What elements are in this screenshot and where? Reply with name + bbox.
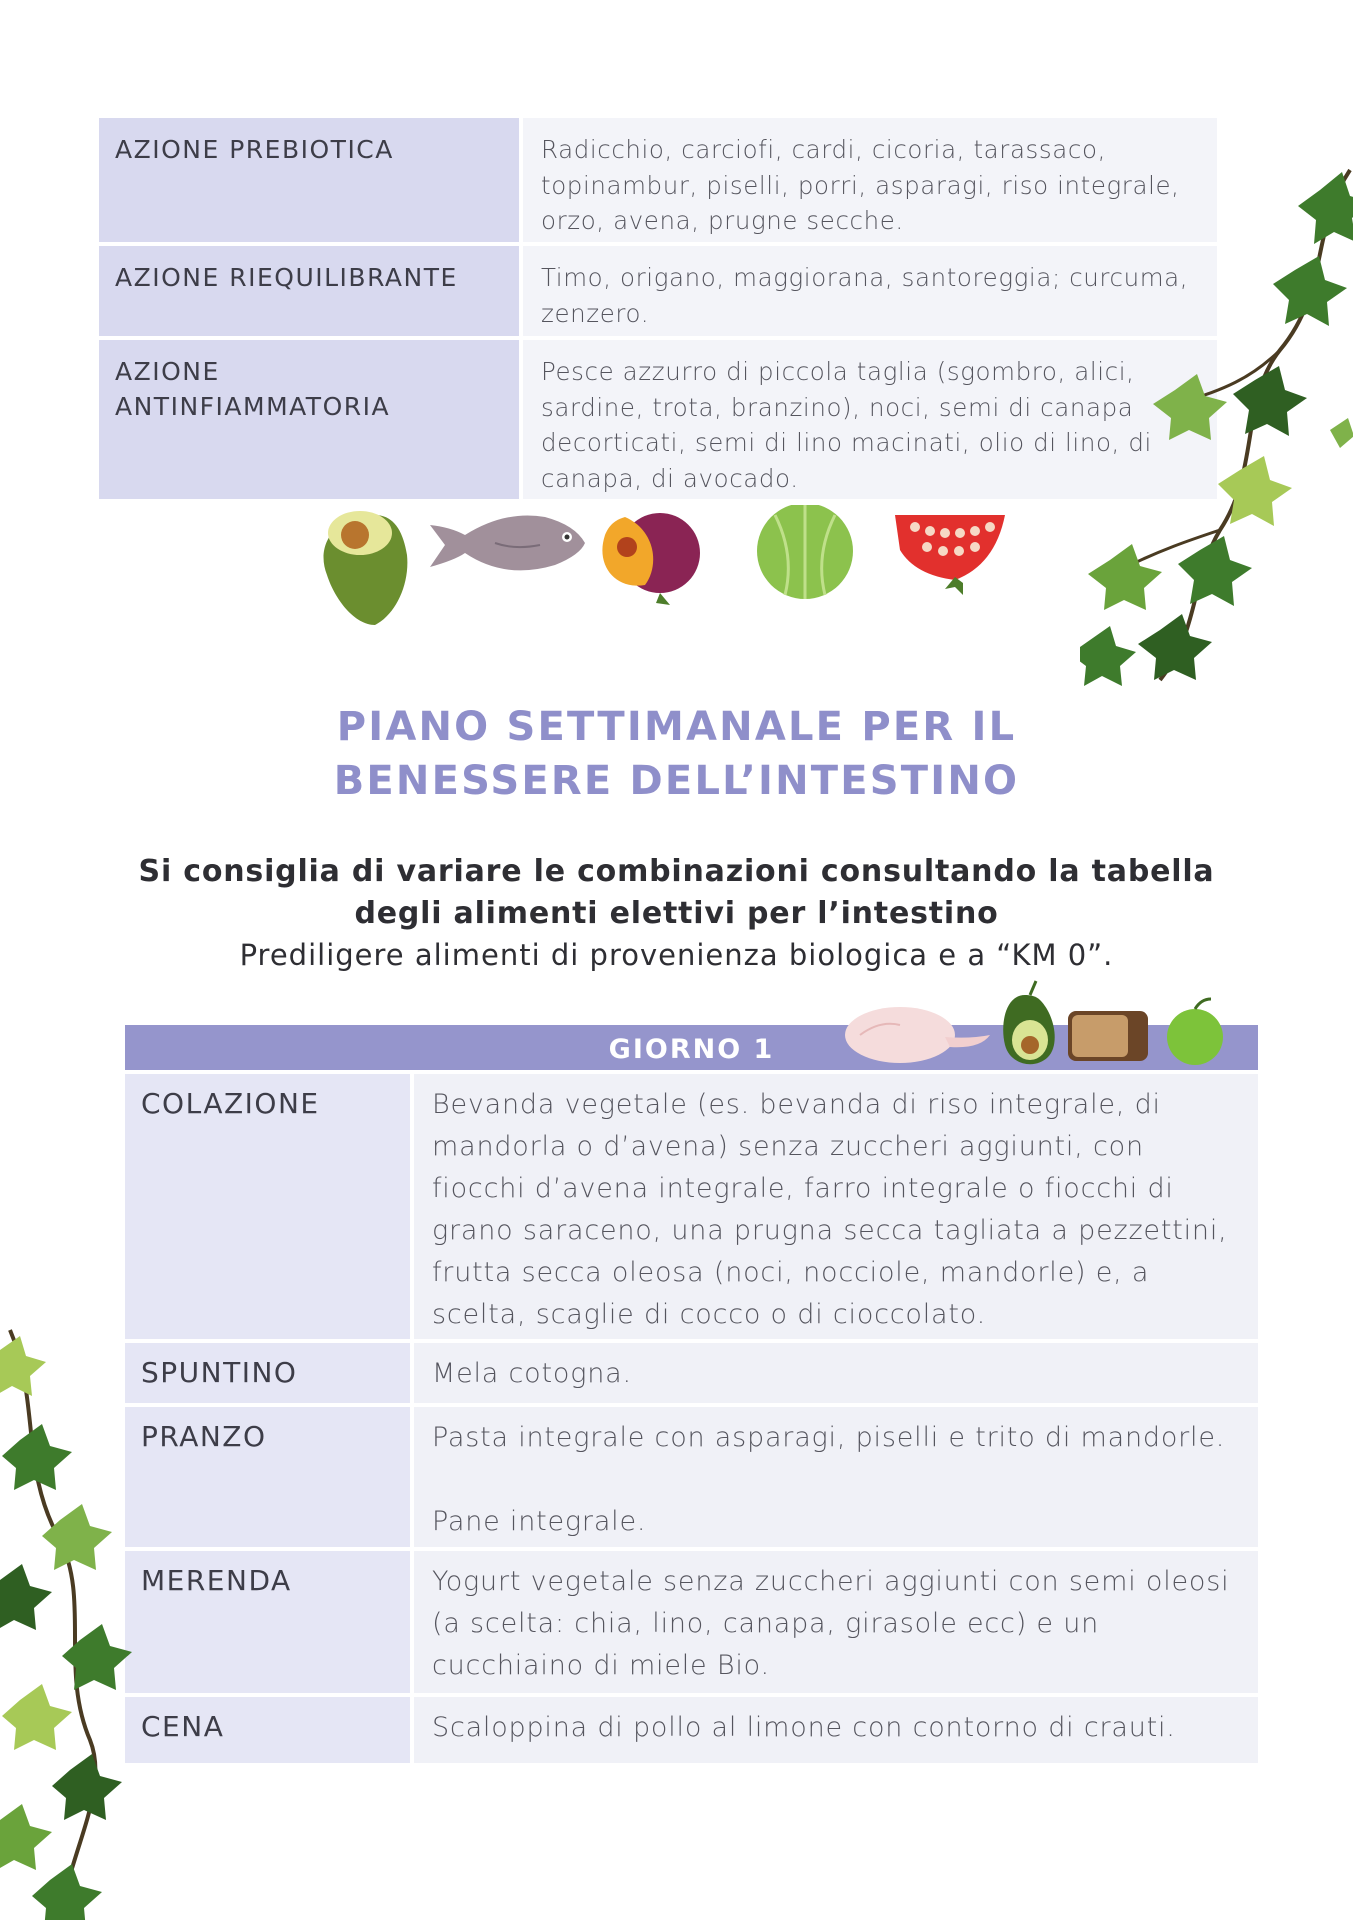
- row-foods: Radicchio, carciofi, cardi, cicoria, tarassaco, topinambur, piselli, porri, asparagi, riso integrale, orzo, avena, prugne secche.: [523, 118, 1217, 242]
- row-label: AZIONE PREBIOTICA: [99, 118, 519, 242]
- table-row: [125, 1343, 1258, 1403]
- table-row: [125, 1551, 1258, 1693]
- meal-text: Yogurt vegetale senza zuccheri aggiunti con semi oleosi (a scelta: chia, lino, canapa, girasole ecc) e un cucchiaino di miele Bio.: [414, 1551, 1258, 1693]
- table-row: [125, 1697, 1258, 1763]
- advice-text: Prediligere alimenti di provenienza biologica e a “KM 0”.: [239, 938, 1114, 972]
- band-food-illustrations: [840, 975, 1240, 1075]
- meal-label: MERENDA: [125, 1551, 410, 1693]
- meal-label: CENA: [125, 1697, 410, 1763]
- cabbage-icon: [757, 505, 853, 599]
- meal-text: Scaloppina di pollo al limone con contorno di crauti.: [414, 1697, 1258, 1763]
- ivy-decoration-bottom-left: [0, 1320, 150, 1920]
- fish-icon: [430, 515, 585, 570]
- table-row: [125, 1407, 1258, 1547]
- table-row: [99, 246, 1217, 336]
- meal-text: Bevanda vegetale (es. bevanda di riso integrale, di mandorla o d’avena) senza zuccheri aggiunti, con fiocchi d’avena integrale, farro integrale o fiocchi di grano saraceno, una prugna secca tagliata a pezzettini, frutta secca oleosa (noci, nocciole, mandorle) e, a scelta, scaglie di cocco o di cioccolato.: [414, 1074, 1258, 1339]
- meal-label: COLAZIONE: [125, 1074, 410, 1339]
- avocado-icon: [1003, 981, 1055, 1064]
- pomegranate-icon: [895, 515, 1005, 595]
- advice-bold: Si consiglia di variare le combinazioni consultando la tabella degli alimenti elettivi per l’intestino: [138, 854, 1215, 931]
- meal-text: Mela cotogna.: [414, 1343, 1258, 1403]
- meal-label: SPUNTINO: [125, 1343, 410, 1403]
- ivy-decoration-top-right: [1080, 150, 1353, 690]
- bread-icon: [1068, 1011, 1148, 1061]
- row-label: AZIONE ANTINFIAMMATORIA: [99, 340, 519, 499]
- meal-label: PRANZO: [125, 1407, 410, 1547]
- plum-icon: [602, 513, 700, 605]
- benefits-table: [99, 118, 1217, 503]
- avocado-icon: [324, 511, 408, 625]
- day-label: GIORNO 1: [608, 1034, 775, 1065]
- food-illustrations: [315, 505, 1015, 635]
- row-foods: Pesce azzurro di piccola taglia (sgombro, alici, sardine, trota, branzino), noci, semi di canapa decorticati, semi di lino macinati, olio di lino, di canapa, di avocado.: [523, 340, 1217, 499]
- page-title: PIANO SETTIMANALE PER IL BENESSERE DELL’INTESTINO: [333, 704, 1020, 804]
- table-row: [125, 1074, 1258, 1339]
- table-row: [99, 118, 1217, 242]
- meal-text: Pasta integrale con asparagi, piselli e trito di mandorle. Pane integrale.: [414, 1407, 1258, 1547]
- chicken-icon: [845, 1007, 990, 1063]
- meal-plan-table: [125, 1074, 1258, 1767]
- row-label: AZIONE RIEQUILIBRANTE: [99, 246, 519, 336]
- row-foods: Timo, origano, maggiorana, santoreggia; curcuma, zenzero.: [523, 246, 1217, 336]
- table-row: [99, 340, 1217, 499]
- apple-icon: [1167, 999, 1223, 1065]
